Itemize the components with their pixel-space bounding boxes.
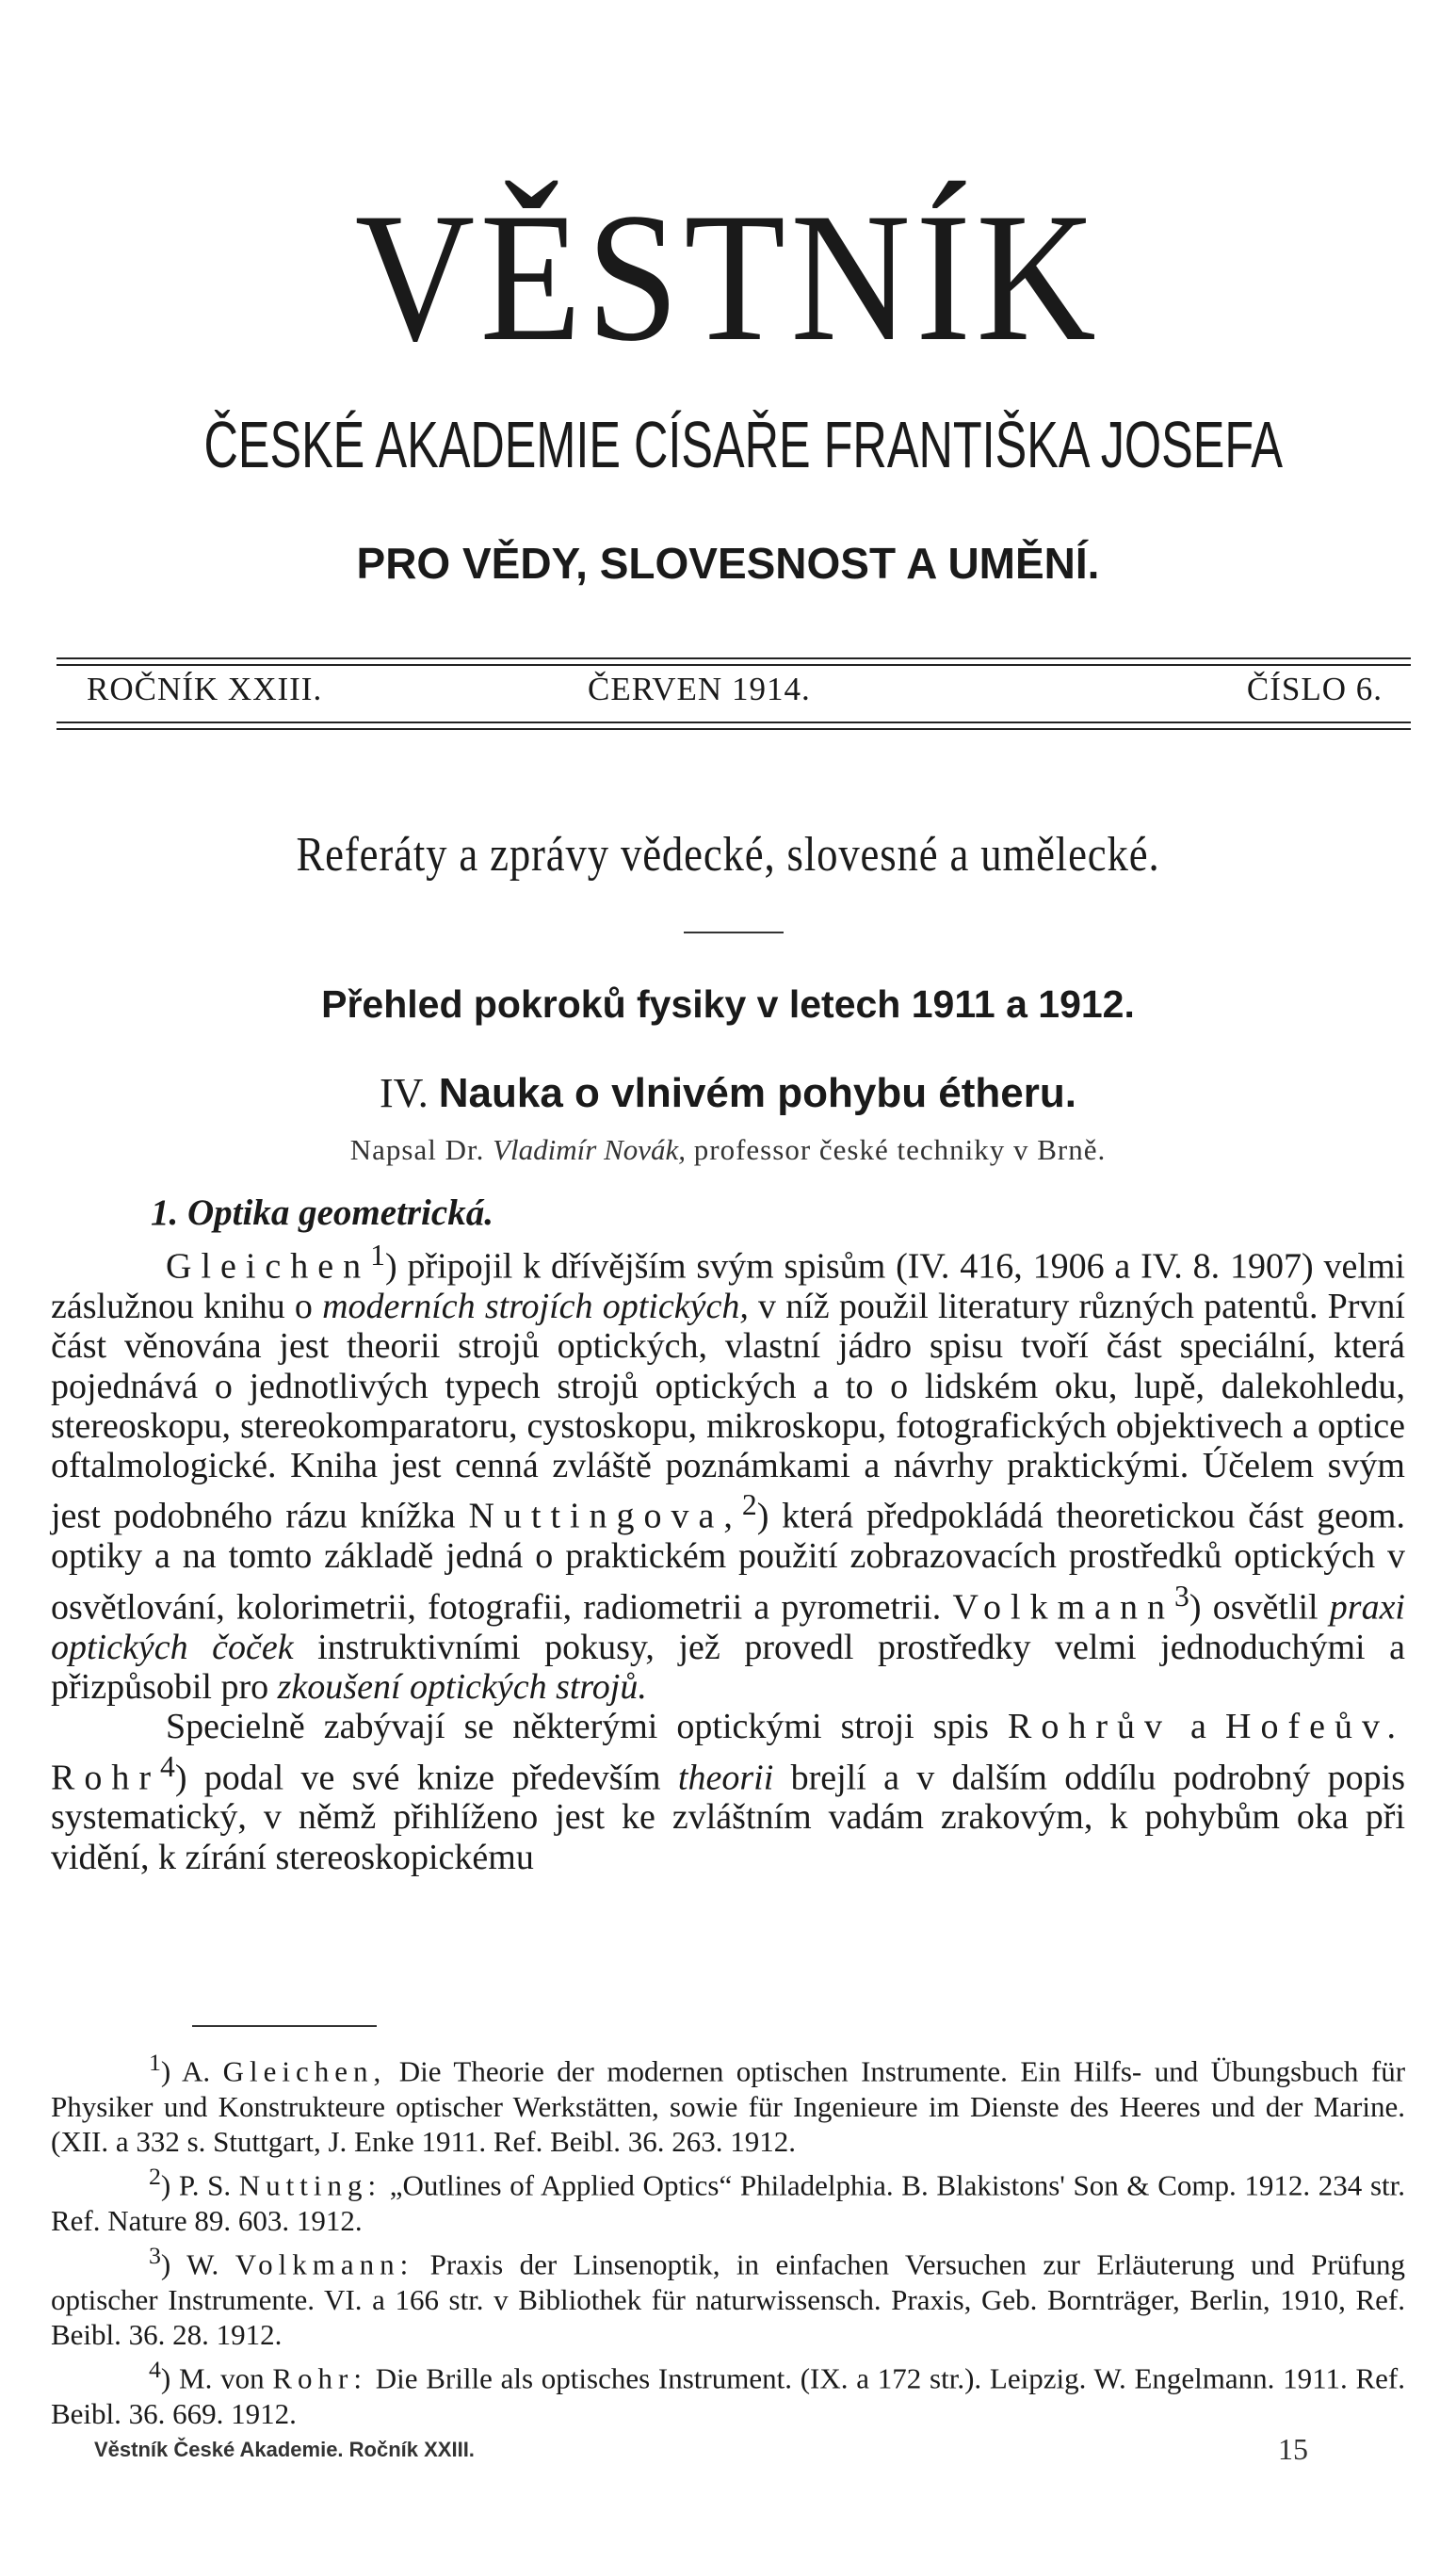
author-ref: Gleichen bbox=[166, 1246, 371, 1287]
author-ref: Volkmann bbox=[952, 1587, 1175, 1628]
academy-name: ČESKÉ AKADEMIE CÍSAŘE FRANTIŠKA JOSEFA bbox=[203, 408, 1283, 481]
text-run: ) A. bbox=[160, 2054, 223, 2088]
author-ref: Rohrův bbox=[1007, 1707, 1172, 1747]
text-run: ) podal ve své knize především bbox=[174, 1758, 678, 1798]
footnote-1 bbox=[51, 2045, 1405, 2159]
footnote-2 bbox=[51, 2159, 1405, 2238]
issue-info-row bbox=[87, 671, 1383, 716]
volume-label: ROČNÍK XXIII. bbox=[87, 671, 323, 707]
footnote-divider bbox=[192, 2025, 377, 2027]
header-rule-top-inner bbox=[57, 664, 1411, 666]
text-run: Die Brille als optisches Instrument. (IX. a 172 str.). Leipzig. W. Engelmann. 1911. Ref. Beibl. 36. 669. 1912. bbox=[51, 2361, 1406, 2430]
footnote-mark: 2 bbox=[149, 2163, 161, 2191]
part-title: Nauka o vlnivém pohybu étheru. bbox=[438, 1070, 1077, 1116]
masthead-title: VĚSTNÍK bbox=[354, 175, 1102, 380]
text-run: brejlí a v dalším oddílu podrobný popis systematický, v němž přihlíženo jest ke zvláštním vadám zrakovým, k pohybům oka při vidění, k zírání stereoskopickému bbox=[51, 1758, 1405, 1877]
text-run: ) P. S. bbox=[160, 2168, 239, 2202]
footnote-ref-2: 2 bbox=[741, 1488, 757, 1522]
article-title: Přehled pokroků fysiky v letech 1911 a 1912. bbox=[321, 982, 1135, 1026]
page-number: 15 bbox=[1278, 2432, 1308, 2466]
text-run: a bbox=[1171, 1707, 1225, 1747]
italic-run: theorii bbox=[677, 1758, 774, 1798]
footnote-3 bbox=[51, 2238, 1405, 2352]
text-run: instruktivními pokusy, jež provedl prostředky velmi jednoduchými a přizpůsobil pro bbox=[51, 1627, 1405, 1707]
author-ref: Nuttingova, bbox=[468, 1497, 742, 1537]
text-run: ) osvětlil bbox=[1189, 1587, 1330, 1628]
footnote-mark: 1 bbox=[149, 2049, 161, 2076]
section-divider bbox=[684, 932, 784, 933]
author-ref: Gleichen, bbox=[222, 2054, 387, 2088]
part-number: IV. bbox=[379, 1070, 429, 1116]
footnote-ref-3: 3 bbox=[1174, 1579, 1189, 1613]
text-run: ) která předpokládá theoretickou část geom. optiky a na tomto základě jedná o praktickém použití zobrazovacích prostředků optických v osvětlování, kolorimetrii, fotografii, radiometrii a pyrometrii. bbox=[51, 1497, 1405, 1628]
footnote-4 bbox=[51, 2352, 1405, 2431]
italic-run: zkoušení optických strojů. bbox=[277, 1666, 647, 1707]
text-run: ) připojil k dřívějším svým spisům (IV. 416, 1906 a IV. 8. 1907) velmi záslužnou knihu o bbox=[51, 1246, 1405, 1326]
text-run: Die Theorie der modernen optischen Instrumente. Ein Hilfs- und Übungsbuch für Physiker und Konstrukteure optischer Werkstätten, sowie für Ingenieure im Dienste des Heeres und der Marine. (XII. a 332 s. Stuttgart, J. Enke 1911. Ref. Beibl. 36. 263. 1912. bbox=[51, 2054, 1406, 2158]
author-ref: Hofeův. bbox=[1225, 1707, 1405, 1747]
text-run: ) M. von bbox=[160, 2361, 273, 2395]
author-name: Vladimír Novák, bbox=[493, 1133, 687, 1166]
header-rule-bottom-inner bbox=[57, 728, 1411, 730]
footnote-ref-4: 4 bbox=[160, 1749, 175, 1783]
byline bbox=[0, 1130, 1456, 1170]
text-run: Praxis der Linsenoptik, in einfachen Versuchen zur Erläuterung und Prüfung optischer Instrumente. VI. a 166 str. v Bibliothek für naturwissensch. Praxis, Geb. Bornträger, Berlin, 1910, Ref. Beibl. 36. 28. 1912. bbox=[51, 2247, 1405, 2352]
text-run: v níž použil literatury různých patentů. První část věnována jest theorii strojů optických, vlastní jádro spisu tvoří část speciální, která pojednává o jednotlivých typech strojů optických a to o lidském oku, lupě, dalekohledu, stereoskopu, stereokomparatoru, cystoskopu, mikroskopu, fotografických objektivech a optice oftalmologické. Kniha jest cenná zvláště poznámkami a návrhy praktickými. Účelem svým jest podobného rázu knížka bbox=[51, 1286, 1405, 1537]
article-body bbox=[51, 1236, 1405, 1877]
issue-number: ČÍSLO 6. bbox=[1246, 671, 1383, 707]
italic-run: praxi optických čoček bbox=[51, 1587, 1405, 1667]
footnote-ref-1: 1 bbox=[370, 1239, 385, 1272]
footnote-mark: 4 bbox=[149, 2356, 161, 2384]
footer-journal: Věstník České Akademie. Ročník XXIII. bbox=[94, 2438, 475, 2461]
footnote-mark: 3 bbox=[149, 2242, 161, 2270]
text-run: Specielně zabývají se některými optickými stroji spis bbox=[166, 1707, 1008, 1747]
header-rule-top bbox=[57, 657, 1411, 659]
author-ref: Rohr bbox=[51, 1758, 160, 1798]
italic-run: moderních strojích optických, bbox=[322, 1286, 749, 1326]
section-heading: Referáty a zprávy vědecké, slovesné a umělecké. bbox=[296, 828, 1160, 882]
header-rule-bottom bbox=[57, 722, 1411, 723]
paragraph-1 bbox=[51, 1236, 1405, 1707]
part-heading bbox=[0, 1067, 1456, 1120]
author-ref: Volkmann: bbox=[235, 2247, 414, 2281]
issue-date: ČERVEN 1914. bbox=[588, 671, 811, 707]
author-ref: Rohr: bbox=[272, 2361, 367, 2395]
byline-prefix: Napsal Dr. bbox=[349, 1133, 485, 1166]
subsection-heading: 1. Optika geometrická. bbox=[151, 1192, 493, 1233]
journal-subtitle: PRO VĚDY, SLOVESNOST A UMĚNÍ. bbox=[356, 539, 1100, 588]
text-run: „Outlines of Applied Optics“ Philadelphia. B. Blakistons' Son & Comp. 1912. 234 str. Ref. Nature 89. 603. 1912. bbox=[51, 2168, 1405, 2237]
paragraph-2 bbox=[51, 1707, 1405, 1877]
footnotes bbox=[51, 2045, 1405, 2431]
byline-suffix: professor české techniky v Brně. bbox=[693, 1133, 1107, 1166]
author-ref: Nutting: bbox=[238, 2168, 382, 2202]
text-run: ) W. bbox=[160, 2247, 235, 2281]
